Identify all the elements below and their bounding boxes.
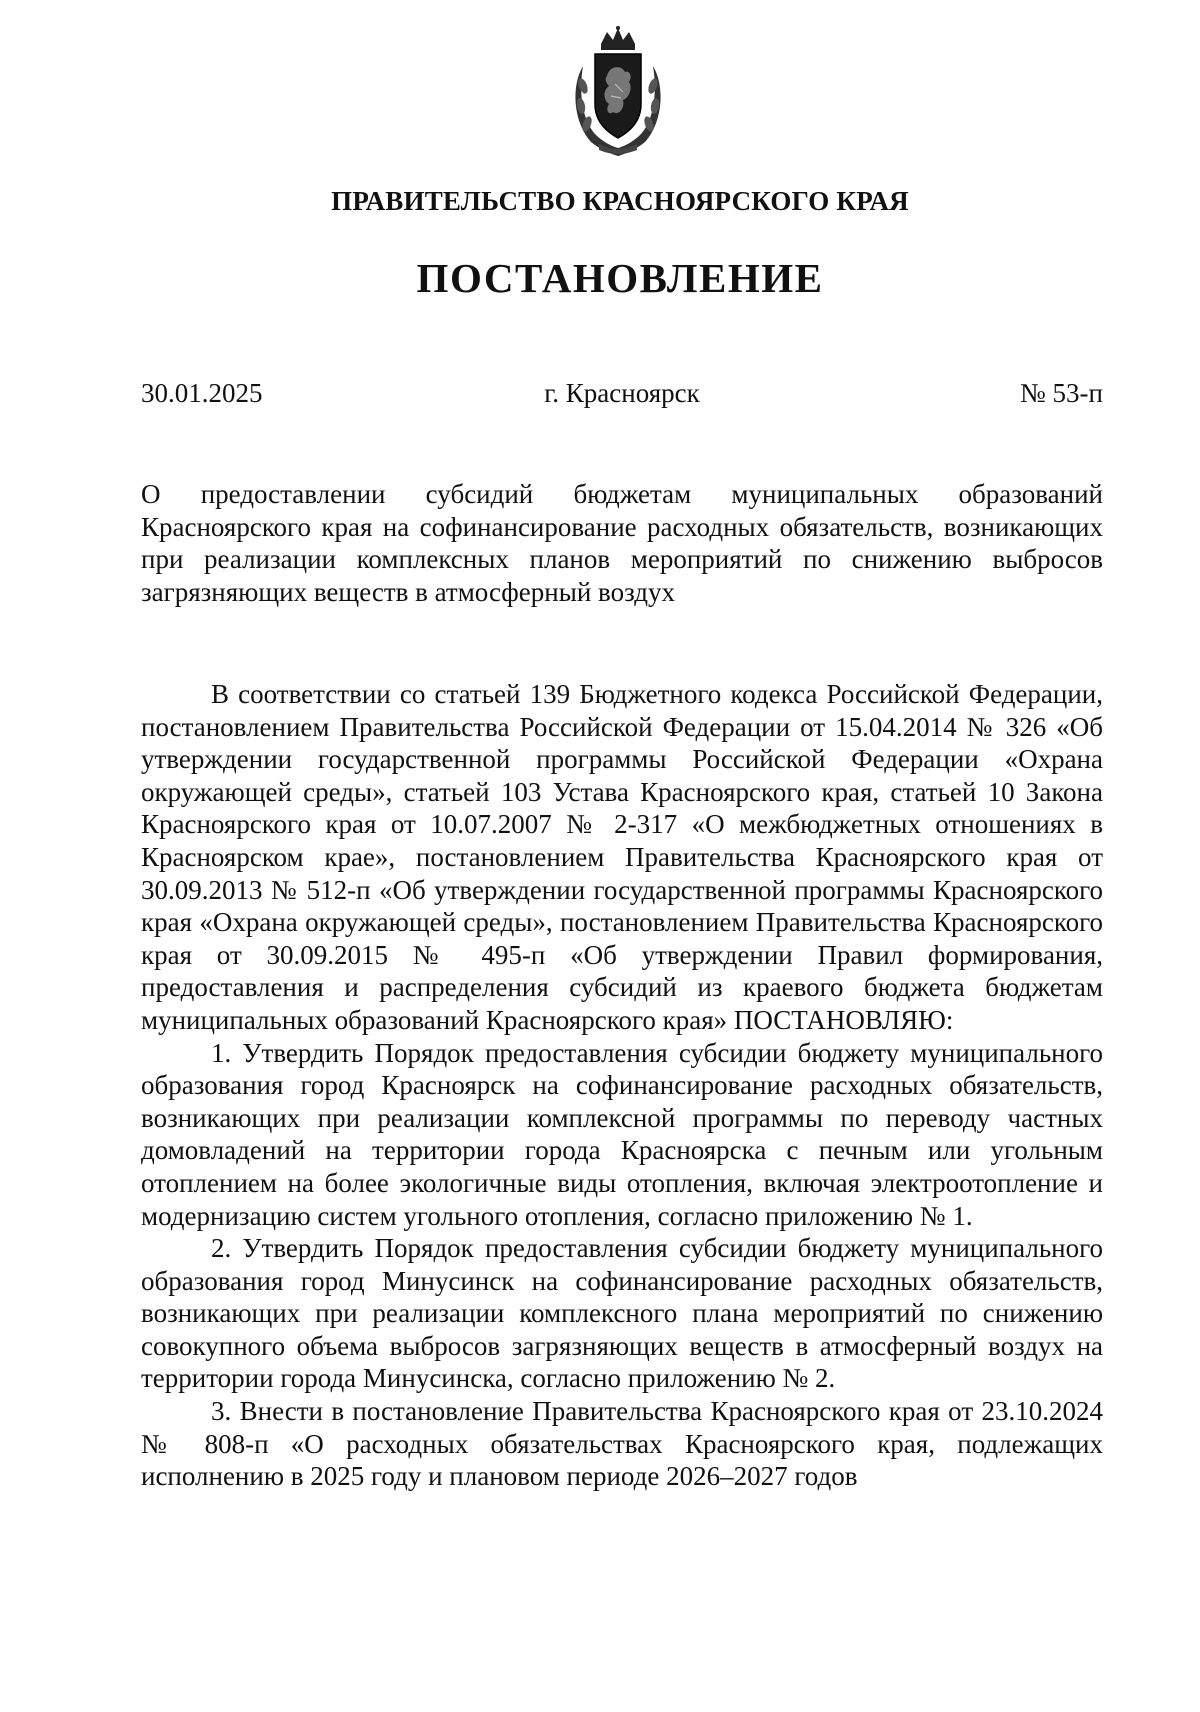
document-type-title: ПОСТАНОВЛЕНИЕ [416,255,824,301]
document-subject: О предоставлении субсидий бюджетам муниципальных образований Красноярского края на софинансирование расходных обязательств, возникающих при реализации комплексных планов мероприятий по снижению выбросов загрязняющих веществ в атмосферный воздух [141,479,1103,607]
body-preamble: В соответствии со статьей 139 Бюджетного кодекса Российской Федерации, постановлением Правительства Российской Федерации от 15.04.2014 № 326 «Об утверждении государственной программы Российской Федерации «Охрана окружающей среды», статьей 103 Устава Красноярского края, статьей 10 Закона Красноярского края от 10.07.2007 № 2-317 «О межбюджетных отношениях в Красноярском крае», постановлением Правительства Красноярского края от 30.09.2013 № 512-п «Об утверждении государственной программы Красноярского края «Охрана окружающей среды», постановлением Правительства Красноярского края от 30.09.2015 № 495-п «Об утверждении Правил формирования, предоставления и распределения субсидий из краевого бюджета бюджетам муниципальных образований Красноярского края» ПОСТАНОВЛЯЮ: [141,679,1103,1035]
document-meta-row [141,378,1103,414]
document-city: г. Красноярск [544,378,700,408]
government-title: ПРАВИТЕЛЬСТВО КРАСНОЯРСКОГО КРАЯ [331,186,909,216]
coat-of-arms-icon [565,26,671,158]
document-date: 30.01.2025 [141,378,263,408]
body-item-2: 2. Утвердить Порядок предоставления субсидии бюджету муниципального образования город Минусинск на софинансирование расходных обязательств, возникающих при реализации комплексного плана мероприятий по снижению совокупного объема выбросов загрязняющих веществ в атмосферный воздух на территории города Минусинска, согласно приложению № 2. [141,1233,1103,1394]
body-item-1: 1. Утвердить Порядок предоставления субсидии бюджету муниципального образования город Красноярск на софинансирование расходных обязательств, возникающих при реализации комплексной программы по переводу частных домовладений на территории города Красноярска с печным или угольным отоплением на более экологичные виды отопления, включая электроотопление и модернизацию систем угольного отопления, согласно приложению № 1. [141,1037,1103,1231]
document-number: № 53-п [1020,378,1103,408]
body-item-3: 3. Внести в постановление Правительства Красноярского края от 23.10.2024 № 808-п «О расходных обязательствах Красноярского края, подлежащих исполнению в 2025 году и плановом периоде 2026–2027 годов [141,1396,1103,1492]
document-body [141,678,1103,1493]
